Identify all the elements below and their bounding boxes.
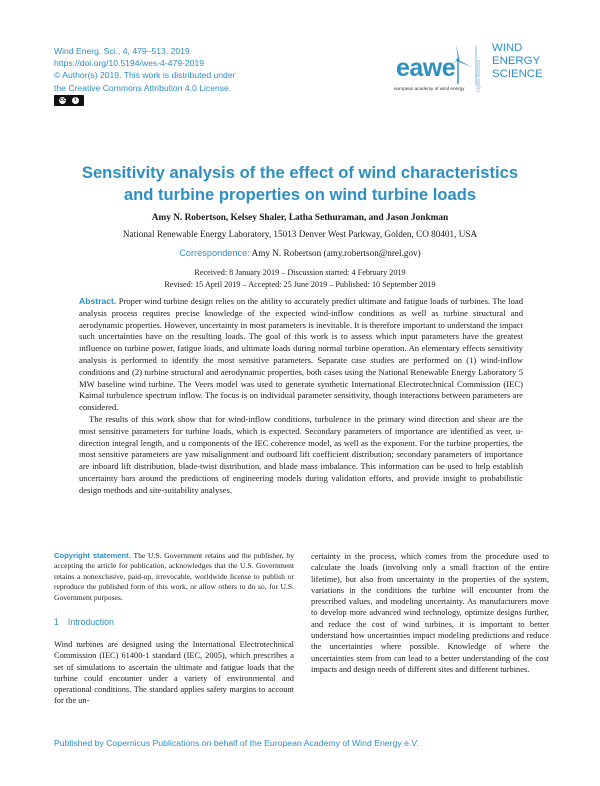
copyright-statement bbox=[54, 551, 294, 603]
dates-line-1: Received: 8 January 2019 – Discussion started: 4 February 2019 bbox=[194, 268, 406, 277]
intro-paragraph-left: Wind turbines are designed using the International Electrotechnical Commission (IEC) 61400-1 standard (IEC, 2005), which prescribes a set of simulations to ascertain the ultimate and fatigue loads that the turbine could encounter under a variety of environmental and operational conditions. The standard applies safety margins to account for the un- bbox=[54, 640, 294, 706]
license-line-1: © Author(s) 2019. This work is distributed under bbox=[54, 70, 236, 81]
section-heading bbox=[54, 617, 294, 628]
journal-logo[interactable] bbox=[392, 40, 562, 100]
journal-name-line-1: WIND bbox=[492, 42, 523, 54]
title-line-2: and turbine properties on wind turbine loads bbox=[123, 184, 477, 204]
abstract-paragraph-1 bbox=[79, 296, 523, 414]
copyright-text: The U.S. Government retains and the publisher, by accepting the article for publication, acknowledges that the U.S. Government retains a nonexclusive, paid-up, irrevocable, worldwide license to publish or reproduce the published form of this work, or allow others to do so, for U.S. Government purposes. bbox=[54, 551, 294, 602]
correspondence-contact[interactable]: Amy N. Robertson (amy.robertson@nrel.gov) bbox=[251, 248, 421, 258]
correspondence bbox=[0, 248, 600, 258]
correspondence-label: Correspondence: bbox=[179, 248, 250, 258]
license-line-2[interactable]: the Creative Commons Attribution 4.0 License. bbox=[54, 82, 232, 93]
section-title: Introduction bbox=[67, 617, 114, 628]
right-column bbox=[311, 551, 549, 675]
open-access-label: Open Access bbox=[476, 59, 482, 92]
doi-link[interactable]: https://doi.org/10.5194/wes-4-479-2019 bbox=[54, 58, 205, 69]
publisher-footer: Published by Copernicus Publications on behalf of the European Academy of Wind Energy e.V. bbox=[54, 738, 419, 748]
abstract-label: Abstract. bbox=[79, 296, 117, 306]
journal-name-line-2: ENERGY bbox=[492, 55, 541, 67]
publication-dates bbox=[0, 267, 600, 291]
abstract-paragraph-2: The results of this work show that for wind-inflow conditions, turbulence in the primary wind direction and shear are the most sensitive parameters for turbine loads, which is expected. Secondary parameters of importance are identified as veer, u-direction integral length, and u components of the IEC coherence model, as well as the exponent. For the turbine properties, the most sensitive parameters are yaw misalignment and outboard lift coefficient distribution; secondary parameters of importance are inboard lift distribution, blade-twist distribution, and blade mass imbalance. This information can be used to help establish uncertainty bars around the predictions of engineering models during validation efforts, and provide insight to probabilistic design methods and site-suitability analyses. bbox=[79, 413, 523, 495]
by-icon: i bbox=[72, 97, 79, 104]
author-list: Amy N. Robertson, Kelsey Shaler, Latha Sethuraman, and Jason Jonkman bbox=[151, 213, 449, 223]
journal-name-line-3: SCIENCE bbox=[492, 68, 543, 80]
cc-icon: cc bbox=[60, 97, 66, 103]
section-number: 1 bbox=[54, 617, 59, 628]
intro-paragraph-right: certainty in the process, which comes from the procedure used to calculate the loads (involving only a small fraction of the entire lifetime), but also from uncertainty in the properties of the system, variations in the conditions the turbine will encounter from the prescribed values, and modeling uncertainty. As manufacturers move to develop more advanced wind technology, optimize designs further, and reduce the cost of wind turbines, it is important to better understand how uncertainties impact modeling predictions and reduce the uncertainties where possible. Knowledge of where the uncertainties stem from can lead to a better understanding of the cost impacts and design needs of different sites and different turbines. bbox=[311, 552, 549, 674]
eawe-wordmark: eawe bbox=[396, 54, 456, 82]
citation-line: Wind Energ. Sci., 4, 479–513, 2019 bbox=[54, 46, 190, 56]
abstract bbox=[79, 296, 523, 497]
left-column bbox=[54, 551, 294, 706]
journal-name bbox=[492, 42, 543, 81]
cc-by-badge-icon[interactable] bbox=[54, 95, 84, 106]
eawe-tagline: european academy of wind energy bbox=[394, 86, 465, 91]
article-title bbox=[40, 162, 560, 205]
header-citation bbox=[54, 45, 394, 94]
affiliation: National Renewable Energy Laboratory, 15013 Denver West Parkway, Golden, CO 80401, USA bbox=[122, 229, 478, 239]
abstract-text-1: Proper wind turbine design relies on the ability to accurately predict ultimate and fatigue loads of turbines. The load analysis process requires precise knowledge of the expected wind-inflow conditions as well as turbine structural and aerodynamic properties. However, uncertainty in most parameters is inevitable. It is therefore important to understand the impact such uncertainties have on the resulting loads. The goal of this work is to assess which input parameters have the greatest influence on turbine power, fatigue loads, and ultimate loads during normal turbine operation. An elementary effects sensitivity analysis is performed to identify the most sensitive parameters. Separate case studies are performed on (1) wind-inflow conditions and (2) turbine structural and aerodynamic properties, both cases using the National Renewable Energy Laboratory 5 MW baseline wind turbine. The Veers model was used to generate synthetic International Electrotechnical Commission (IEC) Kaimal turbulence spectrum inflow. The focus is on individual parameter sensitivity, though interactions between parameters are considered. bbox=[79, 296, 523, 413]
copyright-label: Copyright statement. bbox=[54, 551, 131, 560]
title-line-1: Sensitivity analysis of the effect of wind characteristics bbox=[81, 163, 519, 182]
dates-line-2: Revised: 15 April 2019 – Accepted: 25 June 2019 – Published: 10 September 2019 bbox=[164, 280, 436, 289]
